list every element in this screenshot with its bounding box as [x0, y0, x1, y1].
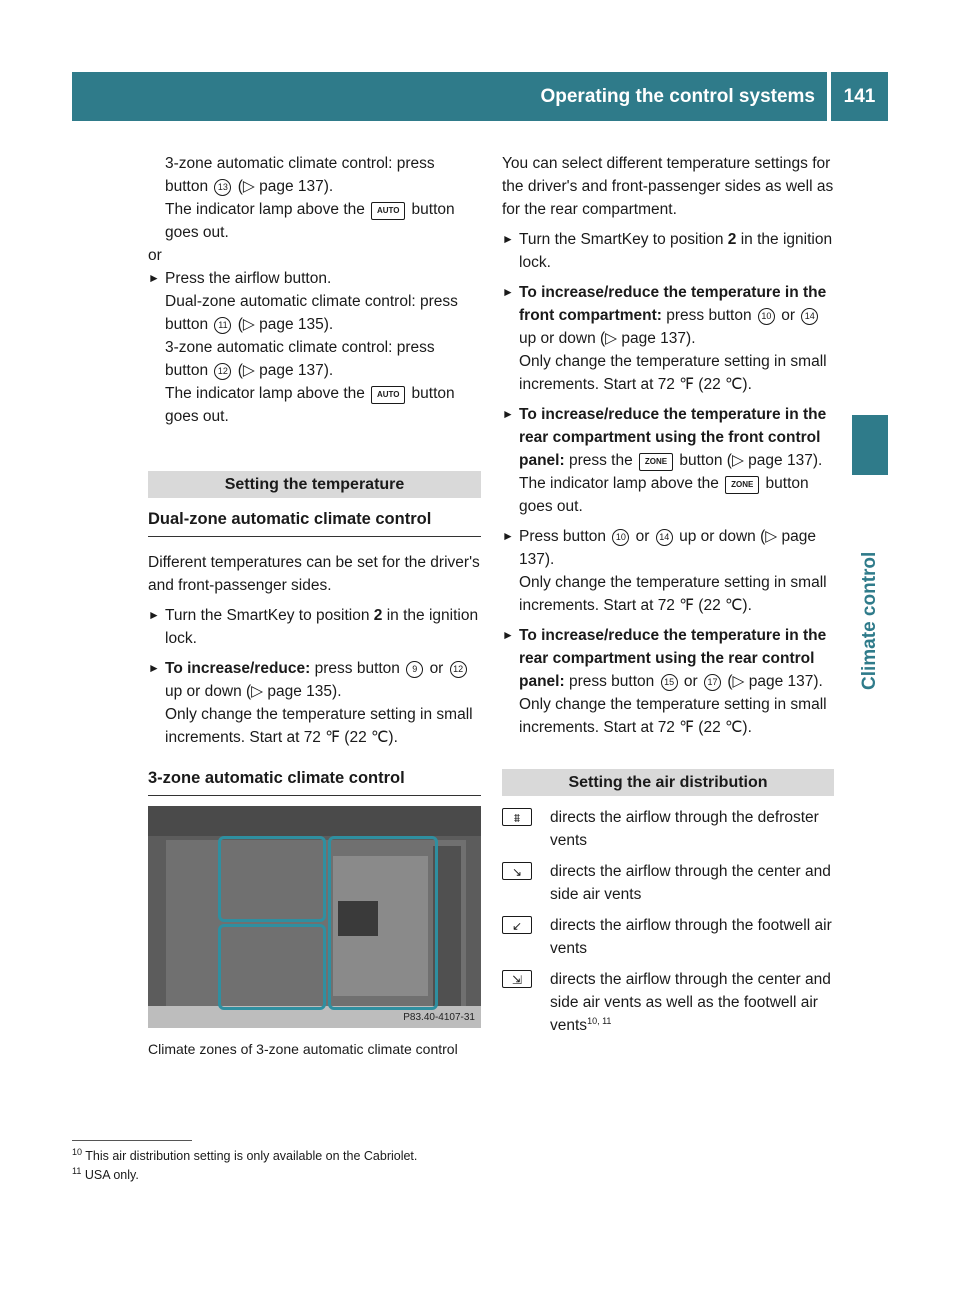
step-arrow-icon: ►	[502, 232, 514, 246]
air-distribution-item	[502, 806, 834, 852]
paragraph	[502, 472, 834, 518]
text: in the ignition lock.	[519, 231, 833, 271]
air-distribution-text: directs the airflow through the center and side air vents as well as the footwell air vents	[550, 971, 831, 1034]
step-arrow-icon: ►	[502, 407, 514, 421]
air-distribution-item	[502, 914, 834, 960]
page-header-title: Operating the control systems	[540, 86, 815, 107]
paragraph: Only change the temperature setting in small increments. Start at 72 ℉ (22 ℃).	[165, 706, 473, 746]
text: Dual-zone automatic climate control: press button	[165, 293, 458, 333]
text: press button	[666, 307, 752, 324]
section-heading: Setting the air distribution	[502, 769, 834, 796]
paragraph	[148, 198, 481, 244]
auto-button-icon: AUTO	[371, 202, 405, 220]
text: button goes out.	[165, 201, 455, 241]
chapter-side-label-text: Climate control	[859, 551, 880, 690]
step-arrow-icon: ►	[502, 628, 514, 642]
page-reference: (▷ page 137).	[237, 178, 334, 195]
figure-caption: Climate zones of 3-zone automatic climate control	[148, 1041, 458, 1057]
bold-text: 2	[373, 607, 383, 624]
text: Press button	[519, 528, 607, 545]
auto-button-icon: AUTO	[371, 386, 405, 404]
paragraph	[148, 382, 481, 428]
page-reference: (▷ page 135).	[237, 316, 334, 333]
center-footwell-airflow-icon: ⇲	[502, 970, 532, 988]
step-arrow-icon: ►	[148, 661, 160, 675]
page-reference: (▷ page 137).	[519, 528, 816, 568]
paragraph: Different temperatures can be set for the driver's and front-passenger sides.	[148, 554, 480, 594]
bold-text: To increase/reduce:	[165, 660, 311, 677]
callout-number: 11	[214, 317, 231, 334]
step-arrow-icon: ►	[148, 271, 160, 285]
subsection-heading: Dual-zone automatic climate control	[148, 508, 481, 537]
text: press the	[568, 452, 633, 469]
climate-zones-figure	[148, 806, 481, 1028]
callout-number: 14	[801, 308, 818, 325]
footwell-airflow-icon: ↙	[502, 916, 532, 934]
figure-id: P83.40-4107-31	[403, 1012, 475, 1023]
zone-button-icon: ZONE	[725, 476, 759, 494]
footnote-rule	[72, 1140, 192, 1141]
footnote-number: 11	[72, 1165, 82, 1176]
right-column	[502, 152, 834, 1045]
text: button goes out.	[165, 385, 455, 425]
text: Press the airflow button.	[165, 270, 332, 287]
defrost-airflow-icon: ⩩	[502, 808, 532, 826]
center-vent-airflow-icon: ↘	[502, 862, 532, 880]
text: button goes out.	[519, 475, 809, 515]
text: 3-zone automatic climate control: press button	[165, 155, 435, 195]
text: The indicator lamp above the	[165, 385, 365, 402]
text: or	[429, 660, 444, 677]
text: The indicator lamp above the	[519, 475, 719, 492]
paragraph	[148, 152, 481, 198]
footnote	[72, 1147, 417, 1165]
step-arrow-icon: ►	[502, 529, 514, 543]
instruction-step	[148, 604, 481, 650]
paragraph	[148, 290, 481, 336]
footnote-text: USA only.	[84, 1168, 139, 1182]
text: Turn the SmartKey to position	[519, 231, 724, 248]
subsection-heading: 3-zone automatic climate control	[148, 767, 481, 796]
air-distribution-item	[502, 860, 834, 906]
instruction-step	[148, 657, 481, 703]
paragraph: Only change the temperature setting in small increments. Start at 72 ℉ (22 ℃).	[519, 696, 827, 736]
step-arrow-icon: ►	[148, 608, 160, 622]
text: press button	[568, 673, 655, 690]
footnote-reference: 10, 11	[587, 1015, 612, 1026]
or-text: or	[148, 247, 162, 264]
page-number: 141	[843, 86, 876, 107]
text: up or down (▷ page 137).	[519, 330, 696, 347]
callout-number: 12	[450, 661, 467, 678]
section-heading: Setting the temperature	[148, 471, 481, 498]
paragraph: Only change the temperature setting in small increments. Start at 72 ℉ (22 ℃).	[519, 353, 827, 393]
text: in the ignition lock.	[165, 607, 479, 647]
callout-number: 9	[406, 661, 423, 678]
callout-number: 13	[214, 179, 231, 196]
paragraph	[148, 336, 481, 382]
instruction-step	[502, 228, 834, 274]
text: The indicator lamp above the	[165, 201, 365, 218]
footnote	[72, 1166, 139, 1184]
bold-text: To increase/reduce the temperature in the rear compartment using the front control panel:	[519, 406, 827, 469]
front-left-zone-frame	[218, 836, 326, 922]
callout-number: 10	[612, 529, 629, 546]
zone-button-icon: ZONE	[639, 453, 673, 471]
chapter-tab-marker	[852, 415, 888, 475]
text: or	[683, 673, 698, 690]
text: Turn the SmartKey to position	[165, 607, 370, 624]
step-arrow-icon: ►	[502, 285, 514, 299]
bold-text: To increase/reduce the temperature in the front compartment:	[519, 284, 827, 324]
instruction-step	[502, 403, 834, 472]
callout-number: 14	[656, 529, 673, 546]
air-distribution-item	[502, 968, 834, 1037]
callout-number: 10	[758, 308, 775, 325]
text: or	[635, 528, 650, 545]
callout-number: 17	[704, 674, 721, 691]
footnote-text: This air distribution setting is only available on the Cabriolet.	[85, 1149, 418, 1163]
text: press button	[314, 660, 400, 677]
instruction-step	[148, 267, 481, 290]
instruction-step	[502, 624, 834, 693]
bold-text: To increase/reduce the temperature in the rear compartment using the rear control panel:	[519, 627, 827, 690]
page-reference: (▷ page 137).	[237, 362, 334, 379]
page-reference: (▷ page 137).	[726, 452, 823, 469]
page-reference: (▷ page 137).	[727, 673, 823, 690]
air-distribution-text: directs the airflow through the defroster vents	[550, 809, 819, 849]
callout-number: 12	[214, 363, 231, 380]
air-distribution-text: directs the airflow through the footwell air vents	[550, 917, 832, 957]
left-column	[148, 152, 481, 1061]
text: up or down (▷ page 135).	[165, 683, 342, 700]
instruction-step	[502, 281, 834, 350]
air-distribution-text: directs the airflow through the center and side air vents	[550, 863, 831, 903]
paragraph: Only change the temperature setting in small increments. Start at 72 ℉ (22 ℃).	[519, 574, 827, 614]
text: button	[679, 452, 723, 469]
instruction-step	[502, 525, 834, 571]
footnote-number: 10	[72, 1146, 83, 1157]
text: or	[781, 307, 795, 324]
text: up or down	[679, 528, 756, 545]
front-right-zone-frame	[218, 924, 326, 1010]
rear-zone-frame	[328, 836, 438, 1010]
callout-number: 15	[661, 674, 678, 691]
text: 3-zone automatic climate control: press button	[165, 339, 435, 379]
paragraph: You can select different temperature settings for the driver's and front-passenger sides as well as for the rear compartment.	[502, 155, 834, 218]
bold-text: 2	[727, 231, 737, 248]
